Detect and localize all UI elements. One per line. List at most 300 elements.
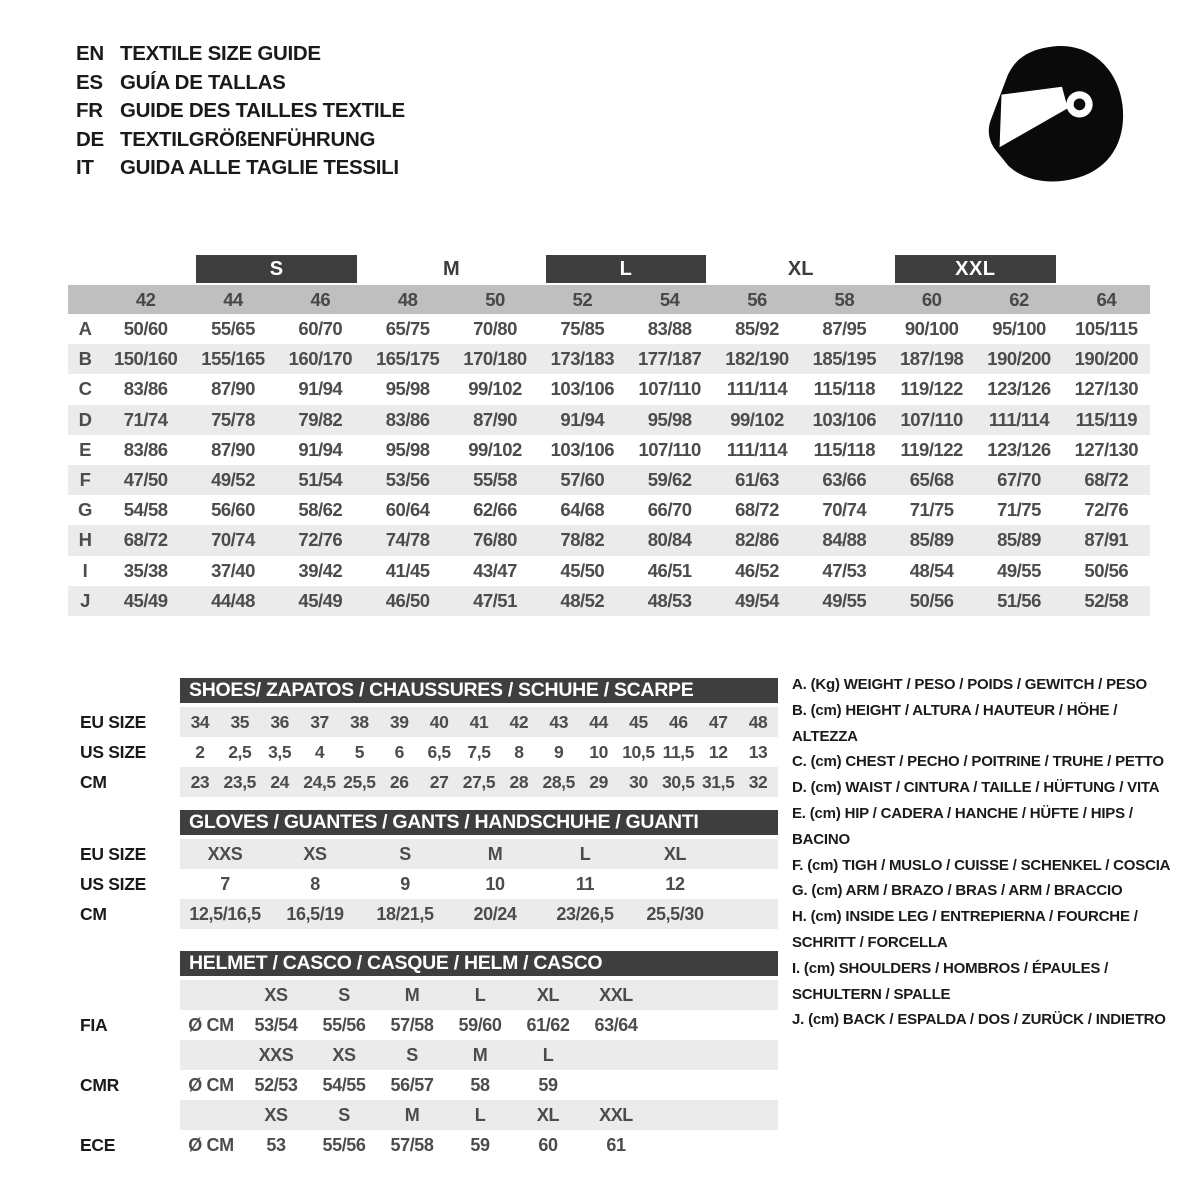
cell: 49/55 bbox=[997, 559, 1041, 581]
cell: L bbox=[474, 984, 486, 1005]
language-code: FR bbox=[76, 99, 103, 123]
cell: 58/62 bbox=[298, 499, 343, 521]
cell: XS bbox=[332, 1044, 356, 1065]
legend-item: G. (cm) ARM / BRAZO / BRAS / ARM / BRACCIO bbox=[792, 882, 1123, 900]
cell: 52/53 bbox=[254, 1074, 298, 1095]
gloves-table-title: GLOVES / GUANTES / GANTS / HANDSCHUHE / GUANTI bbox=[180, 810, 778, 835]
row-cells bbox=[180, 1100, 778, 1130]
cell: 27,5 bbox=[462, 771, 496, 792]
cell: 37 bbox=[310, 711, 329, 732]
row-header: EU SIZE bbox=[80, 843, 146, 864]
cell: 18/21,5 bbox=[376, 903, 434, 924]
cell: 10 bbox=[589, 741, 608, 762]
cell: 35/38 bbox=[123, 559, 168, 581]
measure-row bbox=[68, 586, 1150, 616]
cell: 46/52 bbox=[735, 559, 779, 581]
row-header: US SIZE bbox=[80, 741, 146, 762]
measure-row bbox=[68, 314, 1150, 344]
cell: 48/53 bbox=[647, 589, 692, 611]
cell: 30,5 bbox=[662, 771, 695, 792]
cell: XL bbox=[663, 843, 687, 864]
cell: 62/66 bbox=[473, 499, 517, 521]
cell: 71/74 bbox=[123, 408, 168, 430]
cell: 60 bbox=[538, 1134, 558, 1155]
row-header: CM bbox=[80, 771, 107, 792]
cell: 54/58 bbox=[123, 499, 168, 521]
cell: 28 bbox=[509, 771, 529, 792]
language-code: IT bbox=[76, 156, 94, 180]
cell: 150/160 bbox=[113, 348, 178, 370]
cell: 55/56 bbox=[322, 1014, 366, 1035]
row-cells bbox=[180, 707, 778, 737]
language-title: GUÍA DE TALLAS bbox=[120, 70, 286, 94]
table-row bbox=[68, 1070, 778, 1100]
cell: 50/56 bbox=[1084, 559, 1129, 581]
cell: 66/70 bbox=[647, 499, 692, 521]
cell: 43/47 bbox=[473, 559, 517, 581]
cell: 64/68 bbox=[560, 499, 605, 521]
cell: 80/84 bbox=[647, 529, 692, 551]
cell: 107/110 bbox=[638, 438, 701, 460]
cell: 115/118 bbox=[813, 378, 875, 400]
shoes-rows bbox=[68, 707, 778, 797]
size-group-xxl: XXL bbox=[895, 255, 1056, 283]
cell: 177/187 bbox=[637, 348, 702, 370]
cell: 42 bbox=[509, 711, 529, 732]
cell: 30 bbox=[629, 771, 648, 792]
cell: 90/100 bbox=[904, 318, 959, 340]
cell: 34 bbox=[190, 711, 210, 732]
cell: 49/54 bbox=[735, 589, 779, 611]
legend-item: H. (cm) INSIDE LEG / ENTREPIERNA / FOURCHE / SCHRITT / FORCELLA bbox=[792, 908, 1138, 951]
cell: 16,5/19 bbox=[286, 903, 344, 924]
cell: 4 bbox=[314, 741, 325, 762]
size-column-header: 54 bbox=[659, 288, 680, 310]
row-cells bbox=[180, 980, 778, 1010]
cell: 61/63 bbox=[735, 469, 779, 491]
measure-row bbox=[68, 344, 1150, 374]
cell: 38 bbox=[350, 711, 369, 732]
cell: S bbox=[406, 1044, 418, 1065]
table-row bbox=[68, 1040, 778, 1070]
cell: 61/62 bbox=[526, 1014, 570, 1035]
cell: XXS bbox=[207, 843, 243, 864]
cell: 44 bbox=[589, 711, 608, 732]
language-code: DE bbox=[76, 127, 104, 151]
table-row bbox=[68, 869, 778, 899]
row-cells bbox=[180, 1010, 778, 1040]
row-label: A bbox=[78, 318, 92, 340]
cell: 20/24 bbox=[473, 903, 517, 924]
accessory-tables bbox=[68, 678, 778, 1160]
cell: 165/175 bbox=[375, 348, 440, 370]
cell: 8 bbox=[310, 873, 320, 894]
cell: 155/165 bbox=[201, 348, 265, 370]
cell: XL bbox=[536, 984, 560, 1005]
row-cells bbox=[180, 737, 778, 767]
cell: 27 bbox=[429, 771, 449, 792]
legend-item: J. (cm) BACK / ESPALDA / DOS / ZURÜCK / INDIETRO bbox=[792, 1011, 1166, 1029]
cell: 32 bbox=[748, 771, 768, 792]
cell: L bbox=[579, 843, 591, 864]
cell: 52/58 bbox=[1084, 589, 1129, 611]
cell: 99/102 bbox=[468, 438, 522, 460]
table-row bbox=[68, 1130, 778, 1160]
cell: 123/126 bbox=[987, 438, 1051, 460]
unit-cell: Ø CM bbox=[188, 1134, 234, 1155]
cell: 29 bbox=[589, 771, 608, 792]
cell: 74/78 bbox=[385, 529, 430, 551]
cell: 39 bbox=[389, 711, 409, 732]
cell: 48 bbox=[748, 711, 768, 732]
cell: 46/51 bbox=[647, 559, 692, 581]
row-header: CMR bbox=[80, 1074, 119, 1095]
measure-row bbox=[68, 374, 1150, 404]
cell: 48/54 bbox=[909, 559, 954, 581]
cell: 103/106 bbox=[550, 378, 615, 400]
cell: L bbox=[474, 1104, 486, 1125]
cell: 60/70 bbox=[298, 318, 343, 340]
cell: 72/76 bbox=[298, 529, 343, 551]
cell: 71/75 bbox=[997, 499, 1041, 521]
language-code: ES bbox=[76, 70, 103, 94]
measure-row bbox=[68, 525, 1150, 555]
cell: 55/56 bbox=[322, 1134, 366, 1155]
cell: 51/54 bbox=[298, 469, 343, 491]
cell: L bbox=[542, 1044, 554, 1065]
cell: 39/42 bbox=[298, 559, 343, 581]
table-row bbox=[68, 767, 778, 797]
cell: 95/100 bbox=[992, 318, 1046, 340]
cell: 10 bbox=[485, 873, 505, 894]
cell: 103/106 bbox=[812, 408, 877, 430]
cell: 40 bbox=[429, 711, 449, 732]
cell: 47/50 bbox=[123, 469, 168, 491]
cell: 44/48 bbox=[211, 589, 255, 611]
cell: 107/110 bbox=[900, 408, 963, 430]
cell: 119/122 bbox=[900, 378, 963, 400]
cell: 12 bbox=[665, 873, 685, 894]
language-row bbox=[76, 40, 405, 69]
cell: 36 bbox=[270, 711, 289, 732]
table-row bbox=[68, 1100, 778, 1130]
size-column-header: 60 bbox=[921, 288, 942, 310]
cell: 83/86 bbox=[123, 378, 168, 400]
cell: 123/126 bbox=[987, 378, 1051, 400]
cell: 79/82 bbox=[298, 408, 343, 430]
measurement-legend bbox=[792, 672, 1184, 1033]
row-label: D bbox=[78, 408, 92, 430]
cell: 25,5/30 bbox=[646, 903, 704, 924]
row-label: J bbox=[80, 589, 90, 611]
cell: 190/200 bbox=[987, 348, 1051, 370]
cell: 60/64 bbox=[385, 499, 430, 521]
cell: 54/55 bbox=[322, 1074, 366, 1095]
language-title: TEXTILE SIZE GUIDE bbox=[120, 42, 321, 66]
cell: S bbox=[399, 843, 411, 864]
cell: 87/90 bbox=[473, 408, 517, 430]
cell: 68/72 bbox=[123, 529, 168, 551]
helmet-icon bbox=[980, 40, 1140, 196]
cell: 41/45 bbox=[385, 559, 430, 581]
legend-item: I. (cm) SHOULDERS / HOMBROS / ÉPAULES / SCHULTERN / SPALLE bbox=[792, 959, 1109, 1003]
cell: 91/94 bbox=[560, 408, 605, 430]
language-row bbox=[76, 126, 405, 155]
cell: 87/91 bbox=[1084, 529, 1129, 551]
cell: 111/114 bbox=[726, 378, 788, 400]
cell: S bbox=[338, 1104, 350, 1125]
cell: 105/115 bbox=[1075, 318, 1138, 340]
helmet-table-title: HELMET / CASCO / CASQUE / HELM / CASCO bbox=[180, 951, 778, 976]
cell: 11,5 bbox=[662, 741, 695, 762]
cell: 23,5 bbox=[223, 771, 257, 792]
measure-row bbox=[68, 556, 1150, 586]
cell: 55/65 bbox=[211, 318, 255, 340]
table-row bbox=[68, 1010, 778, 1040]
cell: 85/89 bbox=[997, 529, 1041, 551]
row-cells bbox=[180, 1040, 778, 1070]
cell: XS bbox=[303, 843, 327, 864]
cell: 115/119 bbox=[1075, 408, 1137, 430]
cell: 68/72 bbox=[735, 499, 779, 521]
measure-rows bbox=[68, 314, 1150, 616]
cell: 84/88 bbox=[822, 529, 867, 551]
size-column-header: 58 bbox=[834, 288, 855, 310]
cell: 95/98 bbox=[647, 408, 692, 430]
cell: 65/75 bbox=[385, 318, 430, 340]
cell: 71/75 bbox=[909, 499, 954, 521]
measure-row bbox=[68, 435, 1150, 465]
cell: 6 bbox=[394, 741, 404, 762]
row-header bbox=[68, 1100, 180, 1130]
cell: M bbox=[404, 984, 420, 1005]
helmet-rows bbox=[68, 980, 778, 1160]
cell: 68/72 bbox=[1084, 469, 1129, 491]
cell: 57/58 bbox=[390, 1014, 434, 1035]
cell: 23/26,5 bbox=[556, 903, 614, 924]
legend-item: E. (cm) HIP / CADERA / HANCHE / HÜFTE / HIPS / BACINO bbox=[792, 804, 1133, 848]
cell: 190/200 bbox=[1074, 348, 1139, 370]
textile-size-table bbox=[68, 255, 1150, 616]
cell: 63/64 bbox=[594, 1014, 638, 1035]
helmet-table bbox=[68, 951, 778, 1160]
language-row bbox=[76, 154, 405, 183]
cell: 26 bbox=[389, 771, 409, 792]
cell: 35 bbox=[230, 711, 250, 732]
cell: 87/95 bbox=[822, 318, 867, 340]
cell: 59/60 bbox=[458, 1014, 502, 1035]
cell: 45/50 bbox=[560, 559, 605, 581]
cell: 9 bbox=[554, 741, 564, 762]
cell: XXS bbox=[258, 1044, 294, 1065]
cell: 11 bbox=[575, 873, 595, 894]
row-header: US SIZE bbox=[80, 873, 146, 894]
cell: 56/57 bbox=[390, 1074, 434, 1095]
cell: 91/94 bbox=[298, 378, 343, 400]
cell: 47/53 bbox=[822, 559, 867, 581]
cell: 61 bbox=[606, 1134, 626, 1155]
cell: XS bbox=[264, 984, 288, 1005]
cell: 95/98 bbox=[385, 378, 430, 400]
cell: 12 bbox=[708, 741, 728, 762]
cell: 47 bbox=[708, 711, 728, 732]
row-label: C bbox=[78, 378, 92, 400]
cell: 37/40 bbox=[211, 559, 255, 581]
cell: 23 bbox=[190, 771, 210, 792]
cell: 185/195 bbox=[812, 348, 877, 370]
cell: 2,5 bbox=[228, 741, 252, 762]
cell: 91/94 bbox=[298, 438, 343, 460]
cell: 53/56 bbox=[385, 469, 430, 491]
cell: 72/76 bbox=[1084, 499, 1129, 521]
row-header: CM bbox=[80, 903, 107, 924]
cell: 13 bbox=[748, 741, 768, 762]
cell: 3,5 bbox=[268, 741, 292, 762]
cell: 46 bbox=[668, 711, 688, 732]
language-title-list bbox=[76, 40, 405, 183]
row-label: F bbox=[79, 469, 91, 491]
cell: 83/88 bbox=[647, 318, 692, 340]
language-row bbox=[76, 97, 405, 126]
language-row bbox=[76, 69, 405, 98]
gloves-rows bbox=[68, 839, 778, 929]
cell: 182/190 bbox=[725, 348, 789, 370]
language-title: TEXTILGRÖßENFÜHRUNG bbox=[120, 127, 376, 151]
language-title: GUIDE DES TAILLES TEXTILE bbox=[120, 99, 405, 123]
cell: XL bbox=[536, 1104, 560, 1125]
cell: 10,5 bbox=[622, 741, 655, 762]
row-cells bbox=[180, 869, 778, 899]
size-group-s: S bbox=[196, 255, 357, 283]
cell: 99/102 bbox=[468, 378, 522, 400]
cell: 45/49 bbox=[123, 589, 168, 611]
unit-cell: Ø CM bbox=[188, 1014, 234, 1035]
size-group-m: M bbox=[442, 257, 460, 280]
cell: 59/62 bbox=[647, 469, 692, 491]
cell: 87/90 bbox=[211, 378, 255, 400]
cell: 48/52 bbox=[560, 589, 605, 611]
cell: 45/49 bbox=[298, 589, 343, 611]
row-label: I bbox=[82, 559, 88, 581]
cell: M bbox=[487, 843, 503, 864]
cell: 24 bbox=[270, 771, 289, 792]
cell: 85/89 bbox=[909, 529, 954, 551]
size-group-xl: XL bbox=[787, 257, 814, 280]
size-column-header: 42 bbox=[135, 288, 156, 310]
size-column-header: 50 bbox=[485, 288, 505, 310]
cell: 127/130 bbox=[1074, 438, 1139, 460]
legend-item: B. (cm) HEIGHT / ALTURA / HAUTEUR / HÖHE / ALTEZZA bbox=[792, 701, 1118, 745]
row-cells bbox=[180, 899, 778, 929]
cell: 50/60 bbox=[123, 318, 168, 340]
row-header bbox=[68, 1040, 180, 1070]
measure-row bbox=[68, 405, 1150, 435]
cell: 28,5 bbox=[542, 771, 575, 792]
cell: 78/82 bbox=[560, 529, 605, 551]
row-header: FIA bbox=[80, 1014, 108, 1035]
row-cells bbox=[180, 767, 778, 797]
cell: 85/92 bbox=[735, 318, 779, 340]
cell: 67/70 bbox=[997, 469, 1041, 491]
cell: 103/106 bbox=[550, 438, 615, 460]
cell: 53/54 bbox=[254, 1014, 298, 1035]
cell: 7 bbox=[220, 873, 230, 894]
cell: 43 bbox=[549, 711, 569, 732]
size-column-header: 64 bbox=[1096, 288, 1117, 310]
unit-cell: Ø CM bbox=[188, 1074, 234, 1095]
cell: 49/55 bbox=[822, 589, 867, 611]
cell: 111/114 bbox=[726, 438, 788, 460]
table-row bbox=[68, 980, 778, 1010]
cell: 51/56 bbox=[997, 589, 1041, 611]
cell: 41 bbox=[469, 711, 489, 732]
cell: 7,5 bbox=[467, 741, 491, 762]
cell: 25,5 bbox=[343, 771, 376, 792]
cell: 107/110 bbox=[638, 378, 701, 400]
measure-row bbox=[68, 495, 1150, 525]
size-column-header: 62 bbox=[1009, 288, 1029, 310]
size-column-header: 44 bbox=[223, 288, 243, 310]
cell: M bbox=[404, 1104, 420, 1125]
cell: 46/50 bbox=[385, 589, 430, 611]
cell: 170/180 bbox=[463, 348, 527, 370]
cell: 75/78 bbox=[211, 408, 255, 430]
legend-item: D. (cm) WAIST / CINTURA / TAILLE / HÜFTUNG / VITA bbox=[792, 779, 1160, 797]
size-column-header: 52 bbox=[572, 288, 593, 310]
row-cells bbox=[180, 839, 778, 869]
legend-item: A. (Kg) WEIGHT / PESO / POIDS / GEWITCH / PESO bbox=[792, 676, 1147, 693]
cell: 160/170 bbox=[288, 348, 353, 370]
cell: 70/80 bbox=[473, 318, 517, 340]
gloves-table bbox=[68, 810, 778, 929]
cell: 83/86 bbox=[123, 438, 168, 460]
cell: 47/51 bbox=[473, 589, 517, 611]
row-header: ECE bbox=[80, 1134, 116, 1155]
cell: 95/98 bbox=[385, 438, 430, 460]
measure-row bbox=[68, 465, 1150, 495]
cell: 59 bbox=[470, 1134, 490, 1155]
cell: 76/80 bbox=[473, 529, 517, 551]
cell: 2 bbox=[195, 741, 205, 762]
table-row bbox=[68, 737, 778, 767]
cell: 87/90 bbox=[211, 438, 255, 460]
table-row bbox=[68, 899, 778, 929]
size-number-bar bbox=[68, 285, 1150, 314]
row-header bbox=[68, 980, 180, 1010]
cell: 111/114 bbox=[988, 408, 1050, 430]
cell: 5 bbox=[354, 741, 365, 762]
cell: 49/52 bbox=[211, 469, 255, 491]
shoes-table bbox=[68, 678, 778, 797]
cell: 56/60 bbox=[211, 499, 255, 521]
cell: 70/74 bbox=[211, 529, 255, 551]
cell: S bbox=[338, 984, 350, 1005]
cell: 82/86 bbox=[735, 529, 779, 551]
size-group-l: L bbox=[546, 255, 707, 283]
legend-item: C. (cm) CHEST / PECHO / POITRINE / TRUHE / PETTO bbox=[792, 753, 1164, 771]
cell: 70/74 bbox=[822, 499, 867, 521]
cell: 57/60 bbox=[560, 469, 605, 491]
cell: 57/58 bbox=[390, 1134, 434, 1155]
shoes-table-title: SHOES/ ZAPATOS / CHAUSSURES / SCHUHE / SCARPE bbox=[180, 678, 778, 703]
size-column-header: 46 bbox=[310, 288, 331, 310]
size-group-header bbox=[68, 255, 1150, 283]
row-header: EU SIZE bbox=[80, 711, 146, 732]
cell: XXL bbox=[599, 1104, 633, 1125]
cell: 187/198 bbox=[899, 348, 964, 370]
cell: 6,5 bbox=[427, 741, 451, 762]
legend-item: F. (cm) TIGH / MUSLO / CUISSE / SCHENKEL / COSCIA bbox=[792, 856, 1171, 874]
